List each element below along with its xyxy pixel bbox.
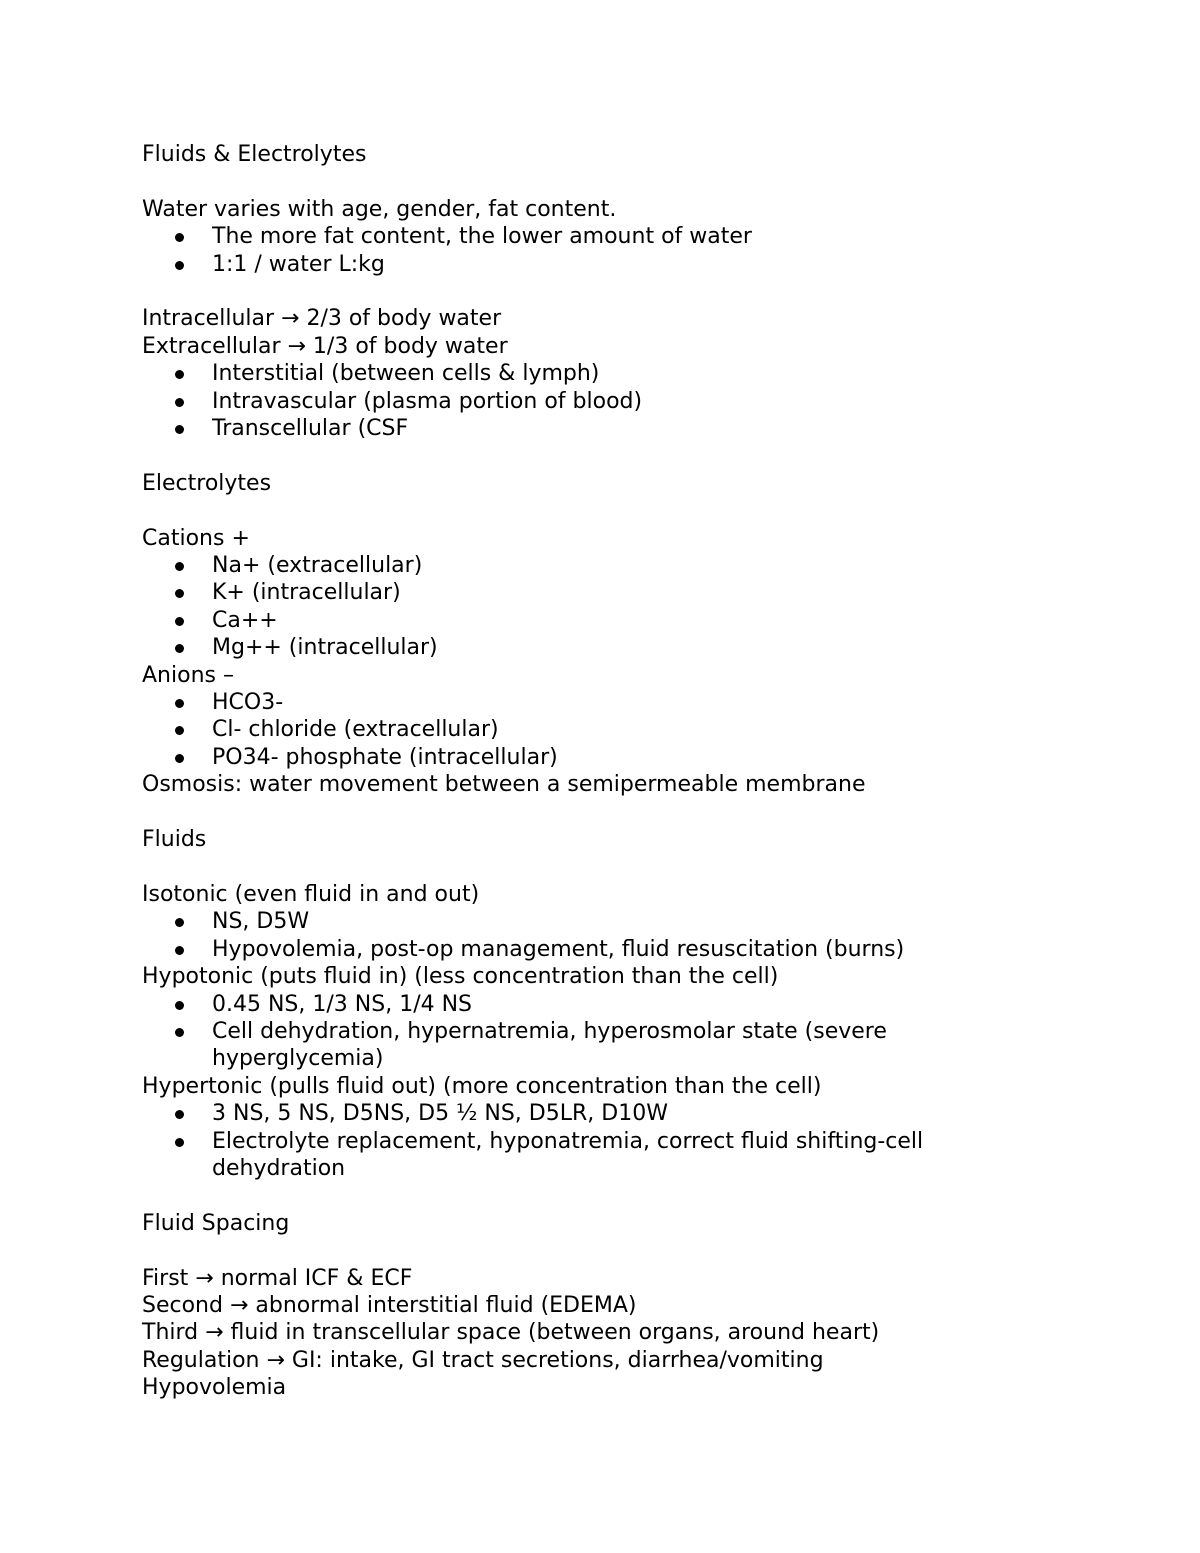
extracellular-line: Extracellular → 1/3 of body water <box>142 333 508 359</box>
hypovolemia-line: Hypovolemia <box>142 1375 287 1401</box>
list-item-text: Electrolyte replacement, hyponatremia, correct fluid shifting-cell dehydration <box>212 1128 924 1181</box>
list-item-text: PO34- phosphate (intracellular) <box>212 744 558 770</box>
list-item-text: Ca++ <box>212 607 278 633</box>
compartments-list <box>142 360 1102 442</box>
blank-line <box>142 799 1102 826</box>
bullet-icon <box>175 1110 184 1119</box>
hypotonic-list <box>142 991 1102 1073</box>
list-item <box>142 936 1102 963</box>
blank-line <box>142 1182 1102 1209</box>
list-item <box>142 1018 1002 1073</box>
bullet-icon <box>175 261 184 270</box>
second-spacing-line: Second → abnormal interstitial fluid (EDEMA) <box>142 1292 637 1318</box>
blank-line <box>142 1237 1102 1264</box>
list-item-text: Transcellular (CSF <box>212 416 409 442</box>
list-item-text: NS, D5W <box>212 909 310 935</box>
water-list <box>142 223 1102 278</box>
bullet-icon <box>175 617 184 626</box>
isotonic-list <box>142 908 1102 963</box>
list-item <box>142 716 1102 743</box>
list-item <box>142 415 1102 442</box>
list-item-text: 3 NS, 5 NS, D5NS, D5 ½ NS, D5LR, D10W <box>212 1101 668 1127</box>
bullet-icon <box>175 918 184 927</box>
list-item-text: 1:1 / water L:kg <box>212 251 385 277</box>
osmosis-line: Osmosis: water movement between a semipermeable membrane <box>142 772 866 798</box>
list-item <box>142 388 1102 415</box>
list-item <box>142 223 1102 250</box>
bullet-icon <box>175 425 184 434</box>
bullet-icon <box>175 370 184 379</box>
blank-line <box>142 497 1102 524</box>
blank-line <box>142 168 1102 195</box>
third-spacing-line: Third → fluid in transcellular space (between organs, around heart) <box>142 1320 880 1346</box>
anions-label: Anions – <box>142 662 234 688</box>
document-title: Fluids & Electrolytes <box>142 142 367 167</box>
list-item <box>142 908 1102 935</box>
fluids-heading: Fluids <box>142 827 207 853</box>
blank-line <box>142 442 1102 469</box>
list-item-text: 0.45 NS, 1/3 NS, 1/4 NS <box>212 991 473 1017</box>
water-intro: Water varies with age, gender, fat content. <box>142 196 617 222</box>
isotonic-label: Isotonic (even fluid in and out) <box>142 881 480 907</box>
bullet-icon <box>175 398 184 407</box>
intracellular-line: Intracellular → 2/3 of body water <box>142 306 502 332</box>
hypotonic-label: Hypotonic (puts fluid in) (less concentration than the cell) <box>142 964 779 990</box>
list-item <box>142 360 1102 387</box>
list-item <box>142 1100 1102 1127</box>
bullet-icon <box>175 946 184 955</box>
bullet-icon <box>175 562 184 571</box>
list-item <box>142 579 1102 606</box>
list-item-text: The more fat content, the lower amount of water <box>212 224 752 250</box>
list-item-text: Mg++ (intracellular) <box>212 635 438 661</box>
list-item <box>142 744 1102 771</box>
list-item-text: K+ (intracellular) <box>212 580 401 606</box>
list-item <box>142 251 1102 278</box>
bullet-icon <box>175 726 184 735</box>
list-item-text: Hypovolemia, post-op management, fluid resuscitation (burns) <box>212 936 905 962</box>
list-item <box>142 634 1102 661</box>
fluid-spacing-heading: Fluid Spacing <box>142 1210 290 1236</box>
cations-list <box>142 552 1102 662</box>
list-item-text: HCO3- <box>212 690 284 716</box>
list-item <box>142 991 1102 1018</box>
blank-line <box>142 278 1102 305</box>
list-item <box>142 1128 1002 1183</box>
list-item-text: Interstitial (between cells & lymph) <box>212 361 600 387</box>
bullet-icon <box>175 1028 184 1037</box>
list-item <box>142 552 1102 579</box>
electrolytes-heading: Electrolytes <box>142 470 272 496</box>
bullet-icon <box>175 233 184 242</box>
list-item-text: Cl- chloride (extracellular) <box>212 717 499 743</box>
first-spacing-line: First → normal ICF & ECF <box>142 1265 413 1291</box>
document-body <box>142 141 1102 1402</box>
list-item-text: Na+ (extracellular) <box>212 553 423 579</box>
hypertonic-list <box>142 1100 1102 1182</box>
list-item <box>142 689 1102 716</box>
anions-list <box>142 689 1102 771</box>
regulation-line: Regulation → GI: intake, GI tract secretions, diarrhea/vomiting <box>142 1347 824 1373</box>
bullet-icon <box>175 589 184 598</box>
bullet-icon <box>175 644 184 653</box>
bullet-icon <box>175 699 184 708</box>
bullet-icon <box>175 754 184 763</box>
bullet-icon <box>175 1138 184 1147</box>
cations-label: Cations + <box>142 525 250 551</box>
bullet-icon <box>175 1001 184 1010</box>
hypertonic-label: Hypertonic (pulls fluid out) (more concentration than the cell) <box>142 1073 822 1099</box>
list-item-text: Cell dehydration, hypernatremia, hyperosmolar state (severe hyperglycemia) <box>212 1018 887 1072</box>
blank-line <box>142 853 1102 880</box>
list-item <box>142 607 1102 634</box>
list-item-text: Intravascular (plasma portion of blood) <box>212 388 643 414</box>
